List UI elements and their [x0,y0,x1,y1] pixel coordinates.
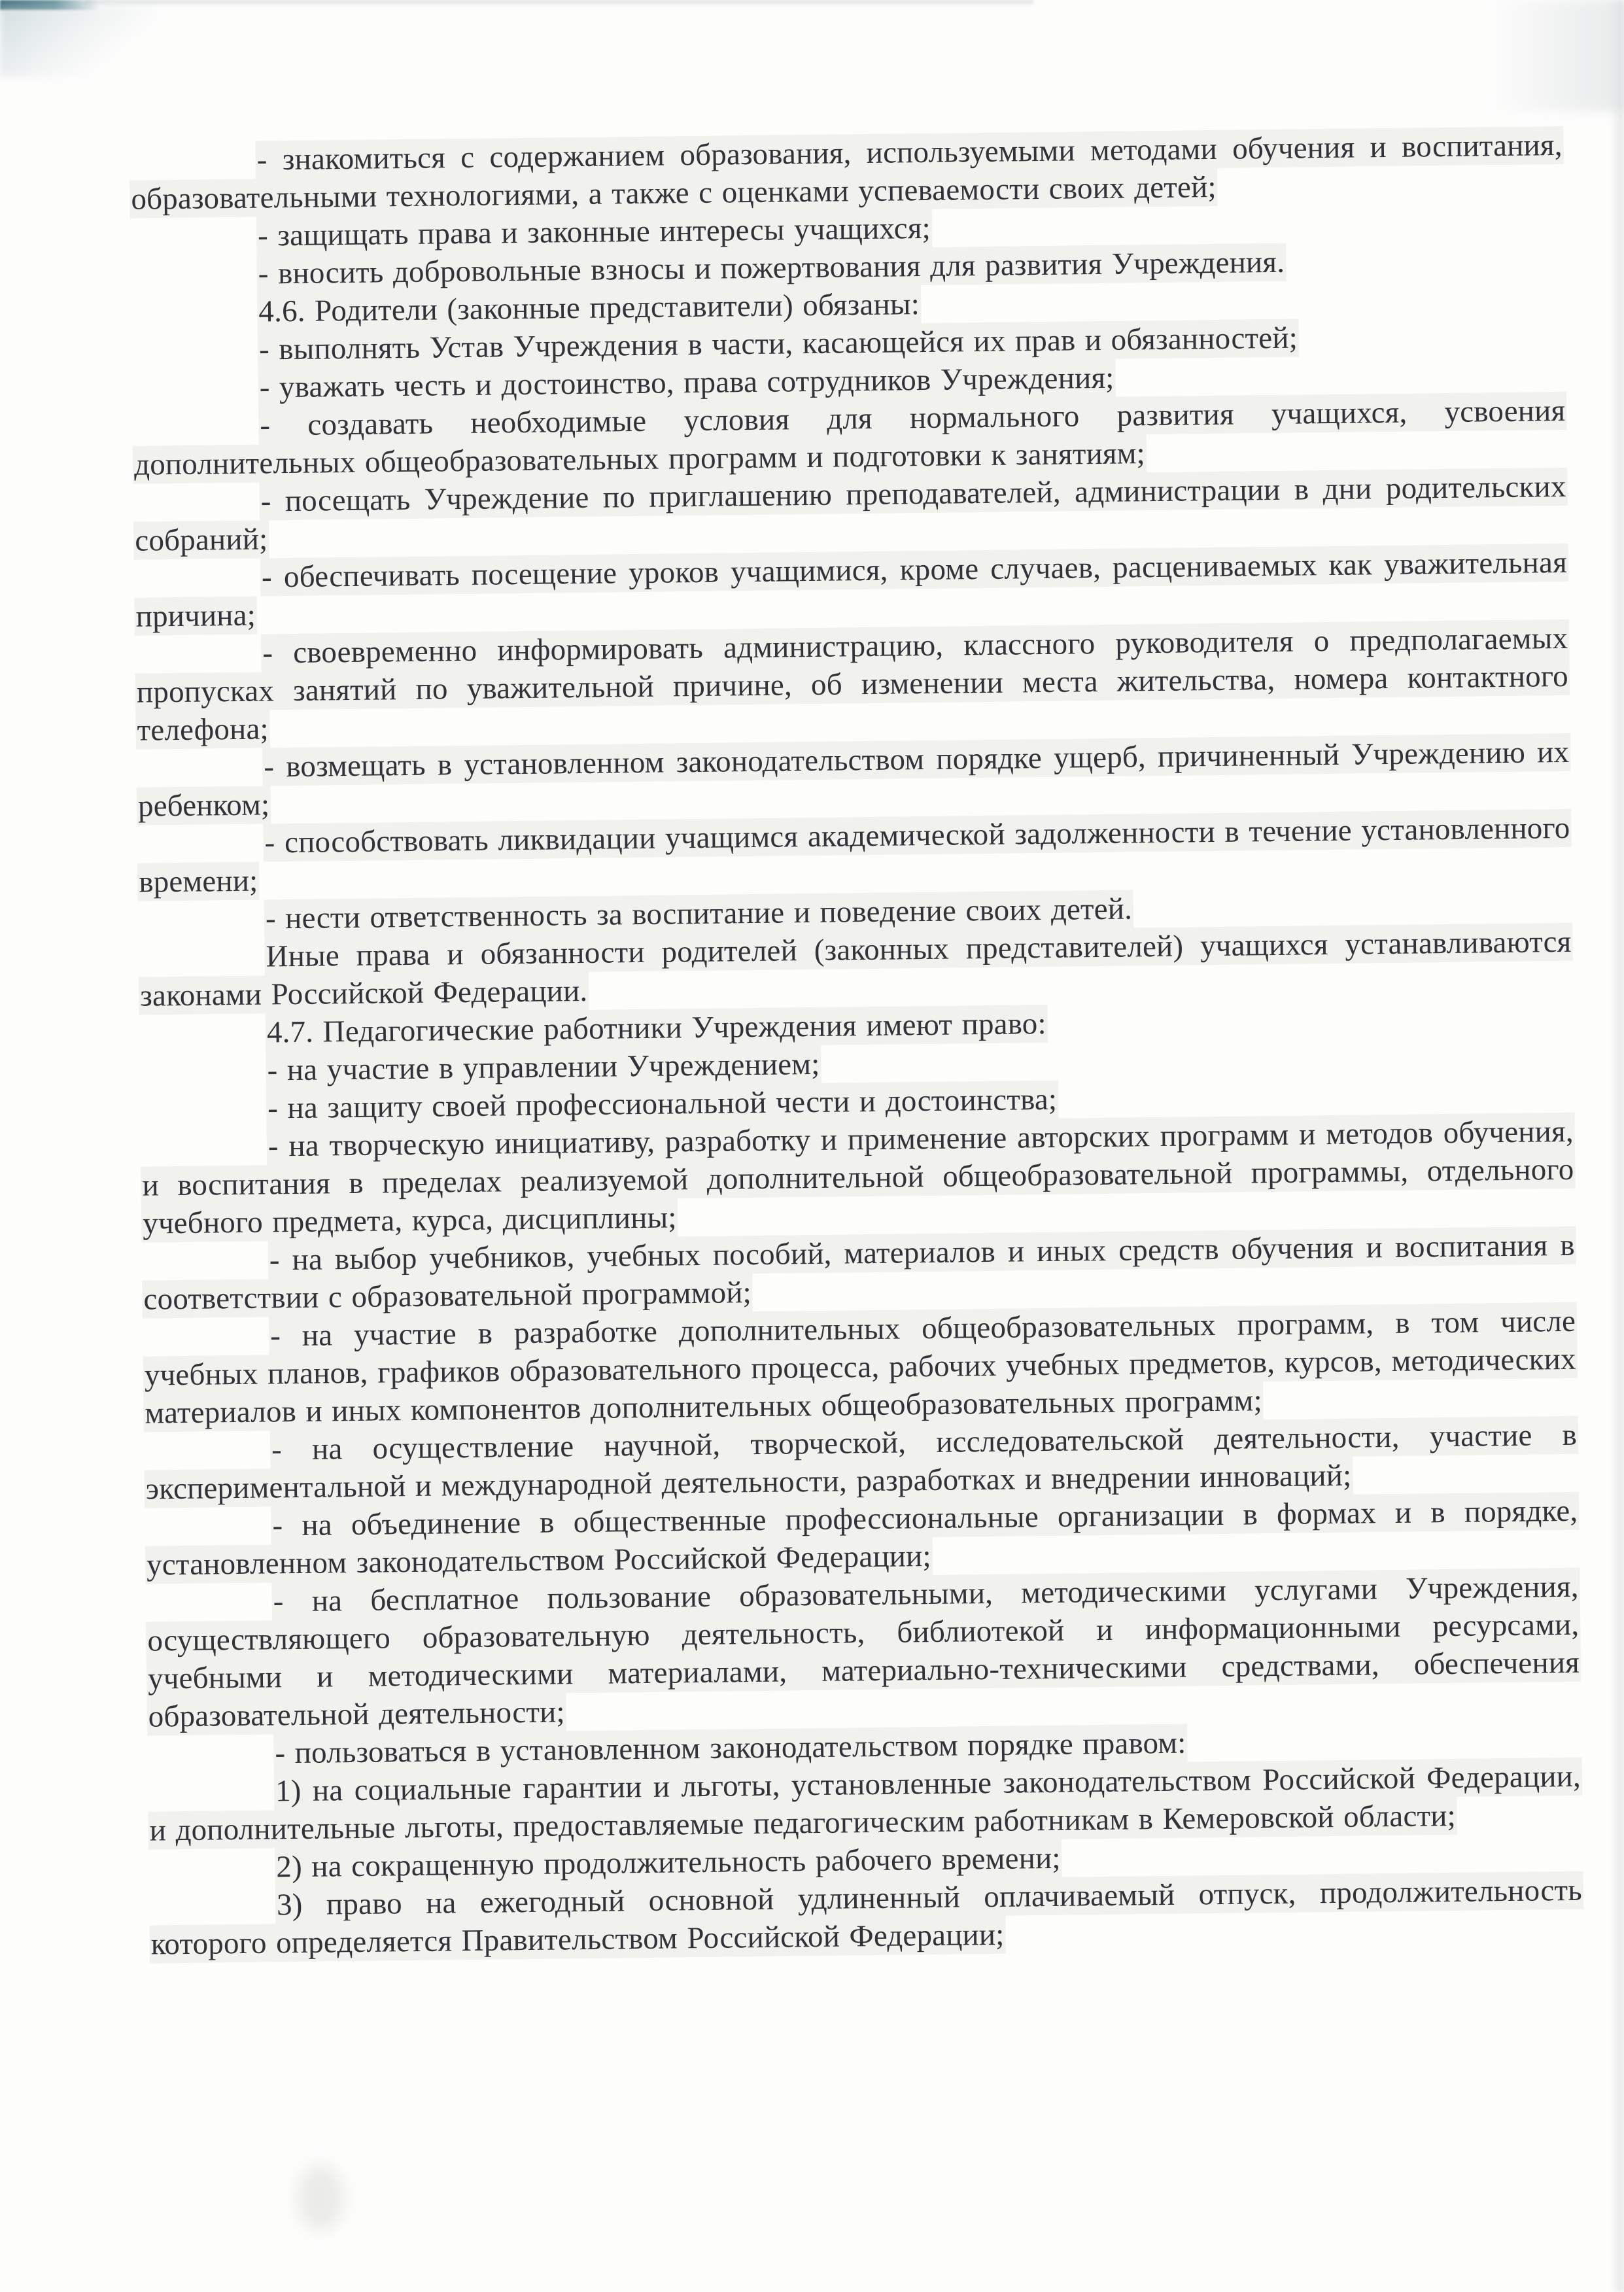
paragraph-text: - на творческую инициативу, разработку и применение авторских программ и методов обучения, и воспитания в пределах реализуемой дополнительной общеобразовательной программы, отдельного учебного предмета, курса, дисциплины; [141,1113,1576,1243]
paragraph-text: - своевременно информировать администрацию, классного руководителя о предполагаемых пропусках занятий по уважительной причине, об изменении места жительства, номера контактного телефона; [135,619,1570,750]
paragraph-text: - нести ответственность за воспитание и поведение своих детей. [264,890,1134,937]
document-paragraph [143,1302,1578,1432]
paragraph-text: - на защиту своей профессиональной чести и достоинства; [266,1081,1059,1128]
paragraph-text: - на участие в управлении Учреждением; [266,1045,821,1090]
paragraph-text: - уважать честь и достоинство, права сотрудников Учреждения; [258,359,1115,407]
paragraph-text: - на выбор учебников, учебных пособий, материалов и иных средств обучения и воспитания в соответствии с образовательной программой; [142,1226,1576,1319]
document-paragraph [135,619,1570,750]
paragraph-text: 4.7. Педагогические работники Учреждения имеют право: [266,1005,1048,1052]
paragraph-text: - защищать права и законные интересы учащихся; [256,209,932,255]
paragraph-text: - вносить добровольные взносы и пожертвования для развития Учреждения. [256,243,1286,293]
paragraph-text: 2) на сокращенную продолжительность рабочего времени; [275,1839,1062,1886]
paragraph-text: - на участие в разработке дополнительных общеобразовательных программ, в том числе учебных планов, графиков образовательного процесса, рабочих учебных предметов, курсов, методических материалов и иных компонентов дополнительных общеобразовательных программ; [143,1302,1578,1432]
paragraph-text: Иные права и обязанности родителей (законных представителей) учащихся устанавливаются законами Российской Федерации. [139,923,1573,1015]
paragraph-text: - знакомиться с содержанием образования, используемыми методами обучения и воспитания, образовательными технологиями, а также с оценками успеваемости своих детей; [130,126,1564,218]
paragraph-text: - способствовать ликвидации учащимся академической задолженности в течение установленного времени; [137,809,1572,901]
paragraph-text: 3) право на ежегодный основной удлиненный оплачиваемый отпуск, продолжительность которого определяется Правительством Российской Федерации; [149,1871,1583,1964]
document-numbered-item [149,1871,1584,1964]
document-paragraph [145,1568,1581,1736]
paragraph-text: - создавать необходимые условия для нормального развития учащихся, усвоения дополнительных общеобразовательных программ и подготовки к занятиям; [133,392,1567,484]
paragraph-text: 1) на социальные гарантии и льготы, установленные законодательством Российской Федерации, и дополнительные льготы, предоставляемые педагогическим работникам в Кемеровской области; [148,1758,1582,1850]
paragraph-text: - на объединение в общественные профессиональные организации в формах и в порядке, установленном законодательством Российской Федерации; [145,1492,1580,1584]
paragraph-text: - выполнять Устав Учреждения в части, касающейся их прав и обязанностей; [258,319,1300,368]
paragraph-text: - возмещать в установленном законодательством порядке ущерб, причиненный Учреждению их ребенком; [137,733,1571,825]
paragraph-text: - на бесплатное пользование образовательными, методическими услугами Учреждения, осуществляющего образовательную деятельность, библиотекой и информационными ресурсами, учебными и методическими материалами, материально-техническими средствами, обеспечения образовательной деятельности; [146,1568,1581,1736]
paragraph-text: - пользоваться в установленном законодательством порядке правом: [273,1724,1188,1773]
paragraph-text: - посещать Учреждение по приглашению преподавателей, администрации в дни родительских собраний; [133,468,1568,560]
scan-smudge-bottom [298,2165,343,2231]
paragraph-text: 4.6. Родители (законные представители) обязаны: [257,285,921,331]
document-paragraph [141,1113,1576,1243]
paragraph-text: - на осуществление научной, творческой, исследовательской деятельности, участие в экспериментальной и международной деятельности, разработках и внедрении инноваций; [144,1416,1578,1508]
paragraph-text: - обеспечивать посещение уроков учащимися, кроме случаев, расцениваемых как уважительная причина; [134,544,1568,636]
